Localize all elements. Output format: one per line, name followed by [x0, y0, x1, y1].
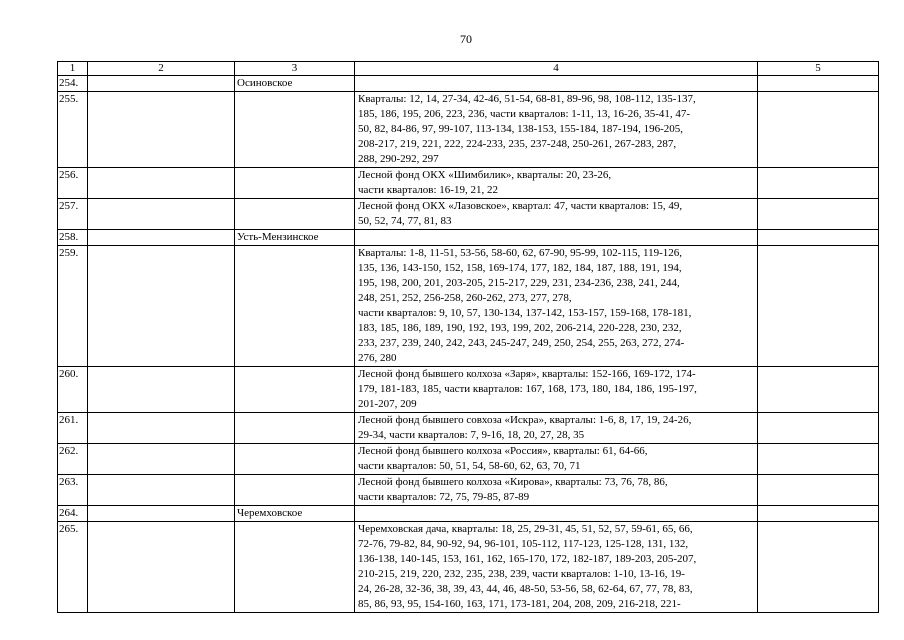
column-2-cell — [88, 413, 235, 444]
column-5-cell — [758, 367, 879, 413]
row-number: 265. — [58, 522, 88, 613]
column-2-cell — [88, 199, 235, 230]
column-number-1: 1 — [58, 62, 88, 76]
description-line: 233, 237, 239, 240, 242, 243, 245-247, 249, 250, 254, 255, 263, 272, 274- — [358, 337, 685, 349]
quarters-description — [355, 246, 758, 367]
column-2-cell — [88, 367, 235, 413]
district-name — [235, 199, 355, 230]
row-number: 263. — [58, 475, 88, 506]
column-2-cell — [88, 168, 235, 199]
column-5-cell — [758, 444, 879, 475]
row-number: 254. — [58, 76, 88, 92]
column-2-cell — [88, 92, 235, 168]
row-number: 259. — [58, 246, 88, 367]
row-number: 255. — [58, 92, 88, 168]
description-line: 50, 82, 84-86, 97, 99-107, 113-134, 138-153, 155-184, 187-194, 196-205, — [358, 123, 683, 135]
quarters-description — [355, 168, 758, 199]
column-2-cell — [88, 444, 235, 475]
column-2-cell — [88, 76, 235, 92]
description-line: части кварталов: 72, 75, 79-85, 87-89 — [358, 491, 530, 503]
row-number: 261. — [58, 413, 88, 444]
description-line: Лесной фонд ОКХ «Шимбилик», кварталы: 20, 23-26, — [358, 169, 612, 181]
quarters-description — [355, 413, 758, 444]
description-line: части кварталов: 50, 51, 54, 58-60, 62, 63, 70, 71 — [358, 460, 581, 472]
description-line: Лесной фонд бывшего колхоза «Кирова», кварталы: 73, 76, 78, 86, — [358, 476, 668, 488]
column-5-cell — [758, 246, 879, 367]
column-number-2: 2 — [88, 62, 235, 76]
description-line: 276, 280 — [358, 352, 397, 364]
column-5-cell — [758, 522, 879, 613]
district-name: Черемховское — [235, 506, 355, 522]
description-line: 136-138, 140-145, 153, 161, 162, 165-170, 172, 182-187, 189-203, 205-207, — [358, 553, 697, 565]
quarters-description — [355, 506, 758, 522]
column-number-4: 4 — [355, 62, 758, 76]
column-2-cell — [88, 522, 235, 613]
description-line: части кварталов: 9, 10, 57, 130-134, 137-142, 153-157, 159-168, 178-181, — [358, 307, 692, 319]
column-5-cell — [758, 506, 879, 522]
column-5-cell — [758, 168, 879, 199]
column-2-cell — [88, 506, 235, 522]
table-row — [58, 246, 879, 367]
description-line: 183, 185, 186, 189, 190, 192, 193, 199, 202, 206-214, 220-228, 230, 232, — [358, 322, 682, 334]
description-line: 50, 52, 74, 77, 81, 83 — [358, 215, 452, 227]
table-row — [58, 230, 879, 246]
column-5-cell — [758, 230, 879, 246]
quarters-description — [355, 444, 758, 475]
row-number: 260. — [58, 367, 88, 413]
description-line: 85, 86, 93, 95, 154-160, 163, 171, 173-181, 204, 208, 209, 216-218, 221- — [358, 598, 681, 610]
quarters-description — [355, 76, 758, 92]
quarters-description — [355, 199, 758, 230]
district-name — [235, 444, 355, 475]
table-row — [58, 506, 879, 522]
description-line: 210-215, 219, 220, 232, 235, 238, 239, части кварталов: 1-10, 13-16, 19- — [358, 568, 685, 580]
district-name — [235, 92, 355, 168]
table-row — [58, 92, 879, 168]
column-5-cell — [758, 76, 879, 92]
table-row — [58, 475, 879, 506]
description-line: части кварталов: 16-19, 21, 22 — [358, 184, 498, 196]
column-number-5: 5 — [758, 62, 879, 76]
column-2-cell — [88, 230, 235, 246]
district-name: Усть-Мензинское — [235, 230, 355, 246]
row-number: 257. — [58, 199, 88, 230]
description-line: 201-207, 209 — [358, 398, 417, 410]
table-row — [58, 76, 879, 92]
description-line: 24, 26-28, 32-36, 38, 39, 43, 44, 46, 48-50, 53-56, 58, 62-64, 67, 77, 78, 83, — [358, 583, 693, 595]
column-number-3: 3 — [235, 62, 355, 76]
column-2-cell — [88, 246, 235, 367]
district-name — [235, 168, 355, 199]
table-row — [58, 444, 879, 475]
description-line: Лесной фонд бывшего совхоза «Искра», кварталы: 1-6, 8, 17, 19, 24-26, — [358, 414, 692, 426]
description-line: Лесной фонд бывшего колхоза «Россия», кварталы: 61, 64-66, — [358, 445, 648, 457]
description-line: 135, 136, 143-150, 152, 158, 169-174, 177, 182, 184, 187, 188, 191, 194, — [358, 262, 682, 274]
page-number: 70 — [460, 32, 472, 46]
table-row — [58, 367, 879, 413]
district-name — [235, 522, 355, 613]
quarters-description — [355, 230, 758, 246]
row-number: 256. — [58, 168, 88, 199]
quarters-description — [355, 475, 758, 506]
column-5-cell — [758, 413, 879, 444]
row-number: 264. — [58, 506, 88, 522]
district-name — [235, 475, 355, 506]
description-line: Лесной фонд бывшего колхоза «Заря», кварталы: 152-166, 169-172, 174- — [358, 368, 696, 380]
description-line: 29-34, части кварталов: 7, 9-16, 18, 20, 27, 28, 35 — [358, 429, 585, 441]
description-line: 185, 186, 195, 206, 223, 236, части кварталов: 1-11, 13, 16-26, 35-41, 47- — [358, 108, 691, 120]
description-line: 288, 290-292, 297 — [358, 153, 439, 165]
description-line: Черемховская дача, кварталы: 18, 25, 29-31, 45, 51, 52, 57, 59-61, 65, 66, — [358, 523, 693, 535]
table-row — [58, 413, 879, 444]
description-line: Лесной фонд ОКХ «Лазовское», квартал: 47, части кварталов: 15, 49, — [358, 200, 683, 212]
description-line: 72-76, 79-82, 84, 90-92, 94, 96-101, 105-112, 117-123, 125-128, 131, 132, — [358, 538, 689, 550]
table-row — [58, 199, 879, 230]
description-line: 195, 198, 200, 201, 203-205, 215-217, 229, 231, 234-236, 238, 241, 244, — [358, 277, 680, 289]
quarters-description — [355, 92, 758, 168]
column-number-row — [58, 62, 879, 76]
description-line: 179, 181-183, 185, части кварталов: 167, 168, 173, 180, 184, 186, 195-197, — [358, 383, 697, 395]
quarters-description — [355, 522, 758, 613]
table-row — [58, 168, 879, 199]
column-2-cell — [88, 475, 235, 506]
table-row — [58, 522, 879, 613]
description-line: 248, 251, 252, 256-258, 260-262, 273, 277, 278, — [358, 292, 572, 304]
description-line: Кварталы: 1-8, 11-51, 53-56, 58-60, 62, 67-90, 95-99, 102-115, 119-126, — [358, 247, 683, 259]
column-5-cell — [758, 475, 879, 506]
column-5-cell — [758, 199, 879, 230]
row-number: 258. — [58, 230, 88, 246]
table-body — [58, 76, 879, 613]
row-number: 262. — [58, 444, 88, 475]
district-name: Осиновское — [235, 76, 355, 92]
description-line: 208-217, 219, 221, 222, 224-233, 235, 237-248, 250-261, 267-283, 287, — [358, 138, 677, 150]
description-line: Кварталы: 12, 14, 27-34, 42-46, 51-54, 68-81, 89-96, 98, 108-112, 135-137, — [358, 93, 696, 105]
column-5-cell — [758, 92, 879, 168]
quarters-description — [355, 367, 758, 413]
forest-table — [57, 61, 879, 613]
district-name — [235, 413, 355, 444]
district-name — [235, 246, 355, 367]
district-name — [235, 367, 355, 413]
